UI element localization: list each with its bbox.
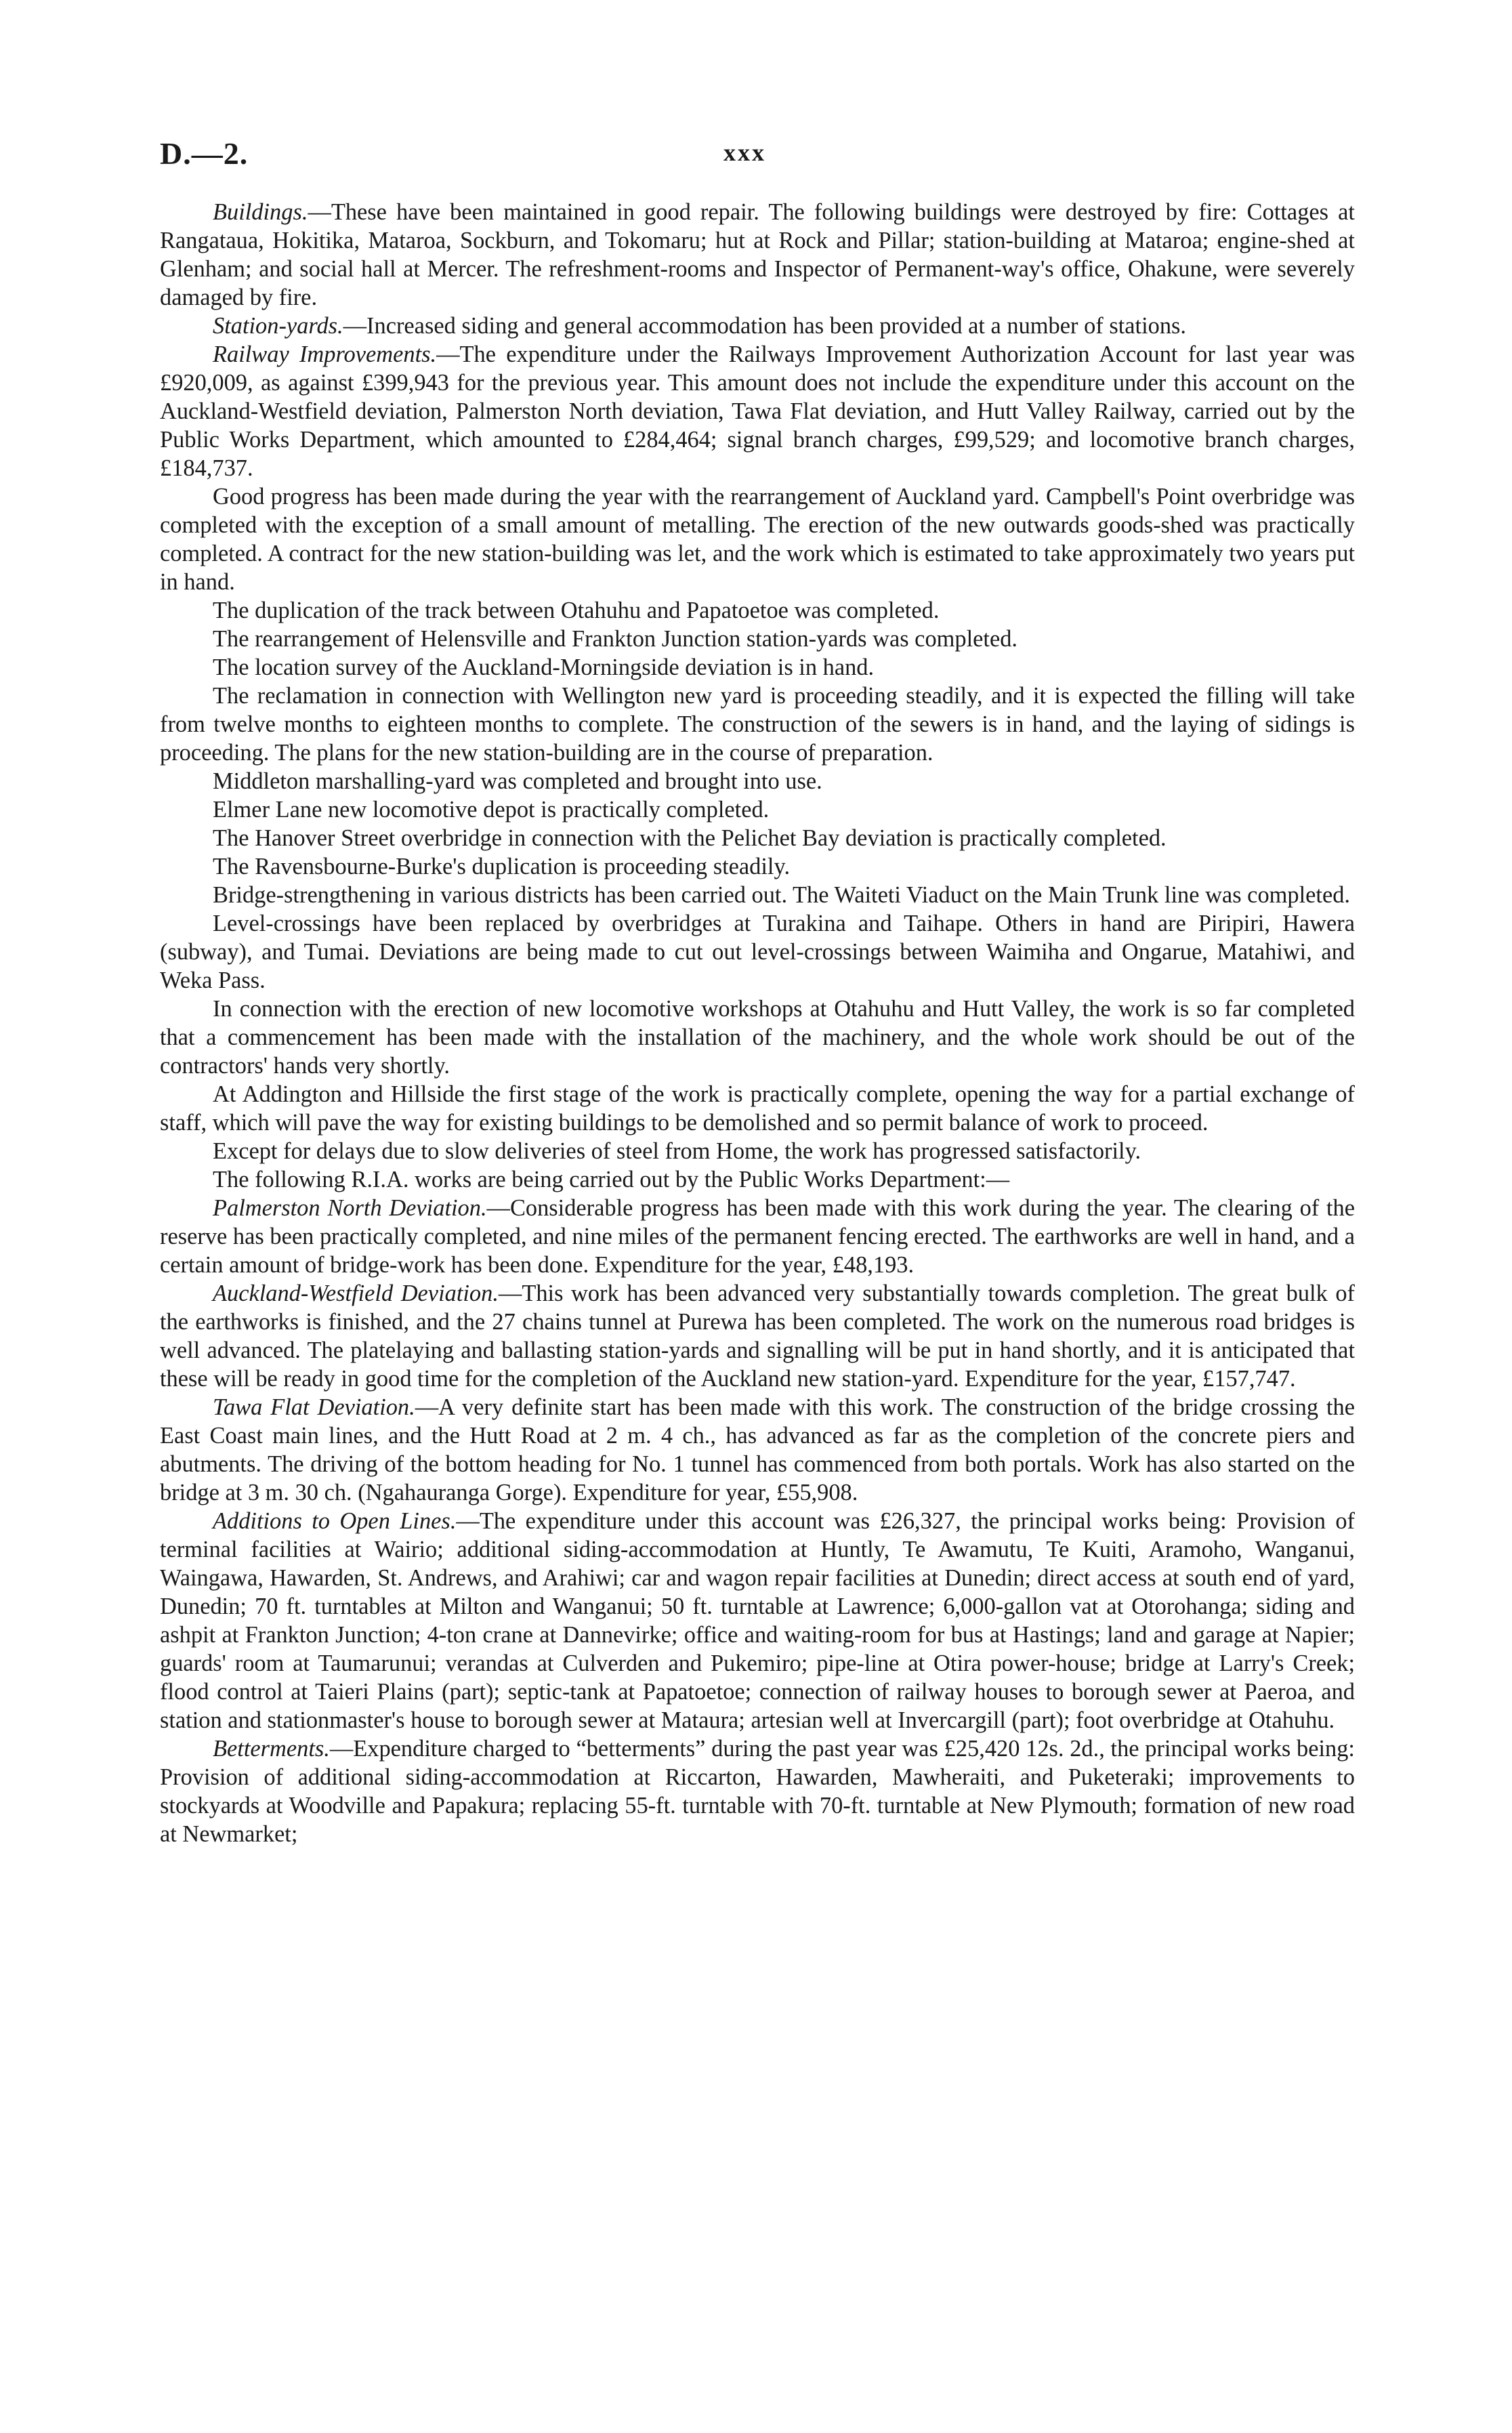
paragraph-text: At Addington and Hillside the first stage of the work is practically complete, opening the way for a partial exchange of staff, which will pave the way for existing buildings to be demolished and so permit balance of work to proceed. (160, 1081, 1355, 1136)
paragraph (160, 312, 1355, 340)
paragraph-text: —This work has been advanced very substantially towards completion. The great bulk of the earthworks is finished, and the 27 chains tunnel at Purewa has been completed. The work on the numerous road bridges is well advanced. The platelaying and ballasting station-yards and signalling will be put in hand shortly, and it is anticipated that these will be ready in good time for the completion of the Auckland new station-yard. Expenditure for the year, £157,747. (160, 1281, 1355, 1392)
paragraph (160, 682, 1355, 767)
paragraph (160, 824, 1355, 852)
paragraph-text: Except for delays due to slow deliveries of steel from Home, the work has progressed satisfactorily. (213, 1138, 1141, 1164)
paragraph (160, 596, 1355, 625)
paragraph-text: Level-crossings have been replaced by overbridges at Turakina and Taihape. Others in hand are Piripiri, Hawera (subway), and Tumai. Deviations are being made to cut out level-crossings between Waimiha and Ongarue, Matahiwi, and Weka Pass. (160, 911, 1355, 993)
paragraph-text: —A very definite start has been made with this work. The construction of the bridge crossing the East Coast main lines, and the Hutt Road at 2 m. 4 ch., has advanced as far as the completion of the concrete piers and abutments. The driving of the bottom heading for No. 1 tunnel has commenced from both portals. Work has also started on the bridge at 3 m. 30 ch. (Ngahauranga Gorge). Expenditure for year, £55,908. (160, 1394, 1355, 1505)
paragraph-heading: Auckland-Westfield Deviation. (213, 1281, 499, 1306)
paragraph (160, 795, 1355, 824)
paragraph-text: —These have been maintained in good repair. The following buildings were destroyed by fire: Cottages at Rangataua, Hokitika, Mataroa, Sockburn, and Tokomaru; hut at Rock and Pillar; station-building at Mataroa; engine-shed at Glenham; and social hall at Mercer. The refreshment-rooms and Inspector of Permanent-way's office, Ohakune, were severely damaged by fire. (160, 199, 1355, 310)
paragraph-text: In connection with the erection of new locomotive workshops at Otahuhu and Hutt Valley, the work is so far completed that a commencement has been made with the installation of the machinery, and the whole work should be out of the contractors' hands very shortly. (160, 996, 1355, 1079)
paragraph (160, 625, 1355, 653)
paragraph (160, 852, 1355, 881)
body-text (160, 198, 1355, 1848)
paragraph (160, 1137, 1355, 1165)
paragraph (160, 198, 1355, 312)
paragraph (160, 1080, 1355, 1137)
paragraph (160, 1393, 1355, 1507)
paragraph-text: The reclamation in connection with Wellington new yard is proceeding steadily, and it is expected the filling will take from twelve months to eighteen months to complete. The construction of the sewers is in hand, and the laying of sidings is proceeding. The plans for the new station-building are in the course of preparation. (160, 683, 1355, 766)
paragraph-text: Good progress has been made during the year with the rearrangement of Auckland yard. Campbell's Point overbridge was completed with the exception of a small amount of metalling. The erection of the new outwards goods-shed was practically completed. A contract for the new station-building was let, and the work which is estimated to take approximately two years put in hand. (160, 484, 1355, 595)
paragraph (160, 767, 1355, 795)
paragraph (160, 653, 1355, 682)
paragraph-heading: Buildings. (213, 199, 308, 225)
paragraph (160, 1194, 1355, 1279)
paragraph-text: Middleton marshalling-yard was completed and brought into use. (213, 768, 822, 794)
paragraph (160, 881, 1355, 909)
paragraph-heading: Palmerston North Deviation. (213, 1195, 487, 1221)
paragraph-text: —Increased siding and general accommodation has been provided at a number of stations. (343, 313, 1186, 339)
paragraph-heading: Betterments. (213, 1736, 330, 1762)
paragraph-text: —The expenditure under this account was £26,327, the principal works being: Provision of terminal facilities at Wairio; additional siding-accommodation at Huntly, Te Awamutu, Te Kuiti, Aramoho, Wanganui, Waingawa, Hawarden, St. Andrews, and Arahiwi; car and wagon repair facilities at Dunedin; direct access at south end of yard, Dunedin; 70 ft. turntables at Milton and Wanganui; 50 ft. turntable at Lawrence; 6,000-gallon vat at Otorohanga; siding and ashpit at Frankton Junction; 4-ton crane at Dannevirke; office and waiting-room for bus at Hastings; land and garage at Napier; guards' room at Taumarunui; verandas at Culverden and Pukemiro; pipe-line at Otira power-house; bridge at Larry's Creek; flood control at Taieri Plains (part); septic-tank at Papatoetoe; connection of railway houses to borough sewer at Paeroa, and station and stationmaster's house to borough sewer at Mataura; artesian well at Invercargill (part); foot overbridge at Otahuhu. (160, 1508, 1356, 1733)
paragraph (160, 1734, 1355, 1848)
paragraph-text: The following R.I.A. works are being carried out by the Public Works Department:— (213, 1167, 1010, 1192)
paragraph-text: Bridge-strengthening in various districts has been carried out. The Waiteti Viaduct on the Main Trunk line was completed. (213, 882, 1351, 908)
paragraph (160, 995, 1355, 1080)
paragraph-text: The Hanover Street overbridge in connection with the Pelichet Bay deviation is practically completed. (213, 825, 1167, 851)
document-reference: D.—2. (160, 136, 249, 171)
page-number: xxx (723, 139, 766, 166)
paragraph-text: The duplication of the track between Otahuhu and Papatoetoe was completed. (213, 598, 940, 623)
paragraph-text: —Considerable progress has been made with this work during the year. The clearing of the reserve has been practically completed, and nine miles of the permanent fencing erected. The earthworks are well in hand, and a certain amount of bridge-work has been done. Expenditure for the year, £48,193. (160, 1195, 1355, 1278)
paragraph-text: The location survey of the Auckland-Morningside deviation is in hand. (213, 654, 875, 680)
paragraph-text: —The expenditure under the Railways Improvement Authorization Account for last year was £920,009, as against £399,943 for the previous year. This amount does not include the expenditure under this account on the Auckland-Westfield deviation, Palmerston North deviation, Tawa Flat deviation, and Hutt Valley Railway, carried out by the Public Works Department, which amounted to £284,464; signal branch charges, £99,529; and locomotive branch charges, £184,737. (160, 341, 1356, 481)
paragraph-heading: Tawa Flat Deviation. (213, 1394, 415, 1420)
paragraph (160, 340, 1355, 482)
paragraph (160, 909, 1355, 995)
paragraph-heading: Additions to Open Lines. (213, 1508, 457, 1534)
paragraph-text: Elmer Lane new locomotive depot is practically completed. (213, 797, 770, 823)
paragraph-heading: Railway Improvements. (213, 341, 437, 367)
paragraph-text: The Ravensbourne-Burke's duplication is proceeding steadily. (213, 854, 791, 879)
paragraph (160, 482, 1355, 596)
paragraph-heading: Station-yards. (213, 313, 343, 339)
paragraph (160, 1165, 1355, 1194)
paragraph (160, 1279, 1355, 1393)
paragraph-text: —Expenditure charged to “betterments” during the past year was £25,420 12s. 2d., the principal works being: Provision of additional siding-accommodation at Riccarton, Hawarden, Mawheraiti, and Puketeraki; improvements to stockyards at Woodville and Papakura; replacing 55-ft. turntable with 70-ft. turntable at New Plymouth; formation of new road at Newmarket; (160, 1736, 1355, 1847)
paragraph-text: The rearrangement of Helensville and Frankton Junction station-yards was completed. (213, 626, 1018, 652)
paragraph (160, 1507, 1355, 1734)
